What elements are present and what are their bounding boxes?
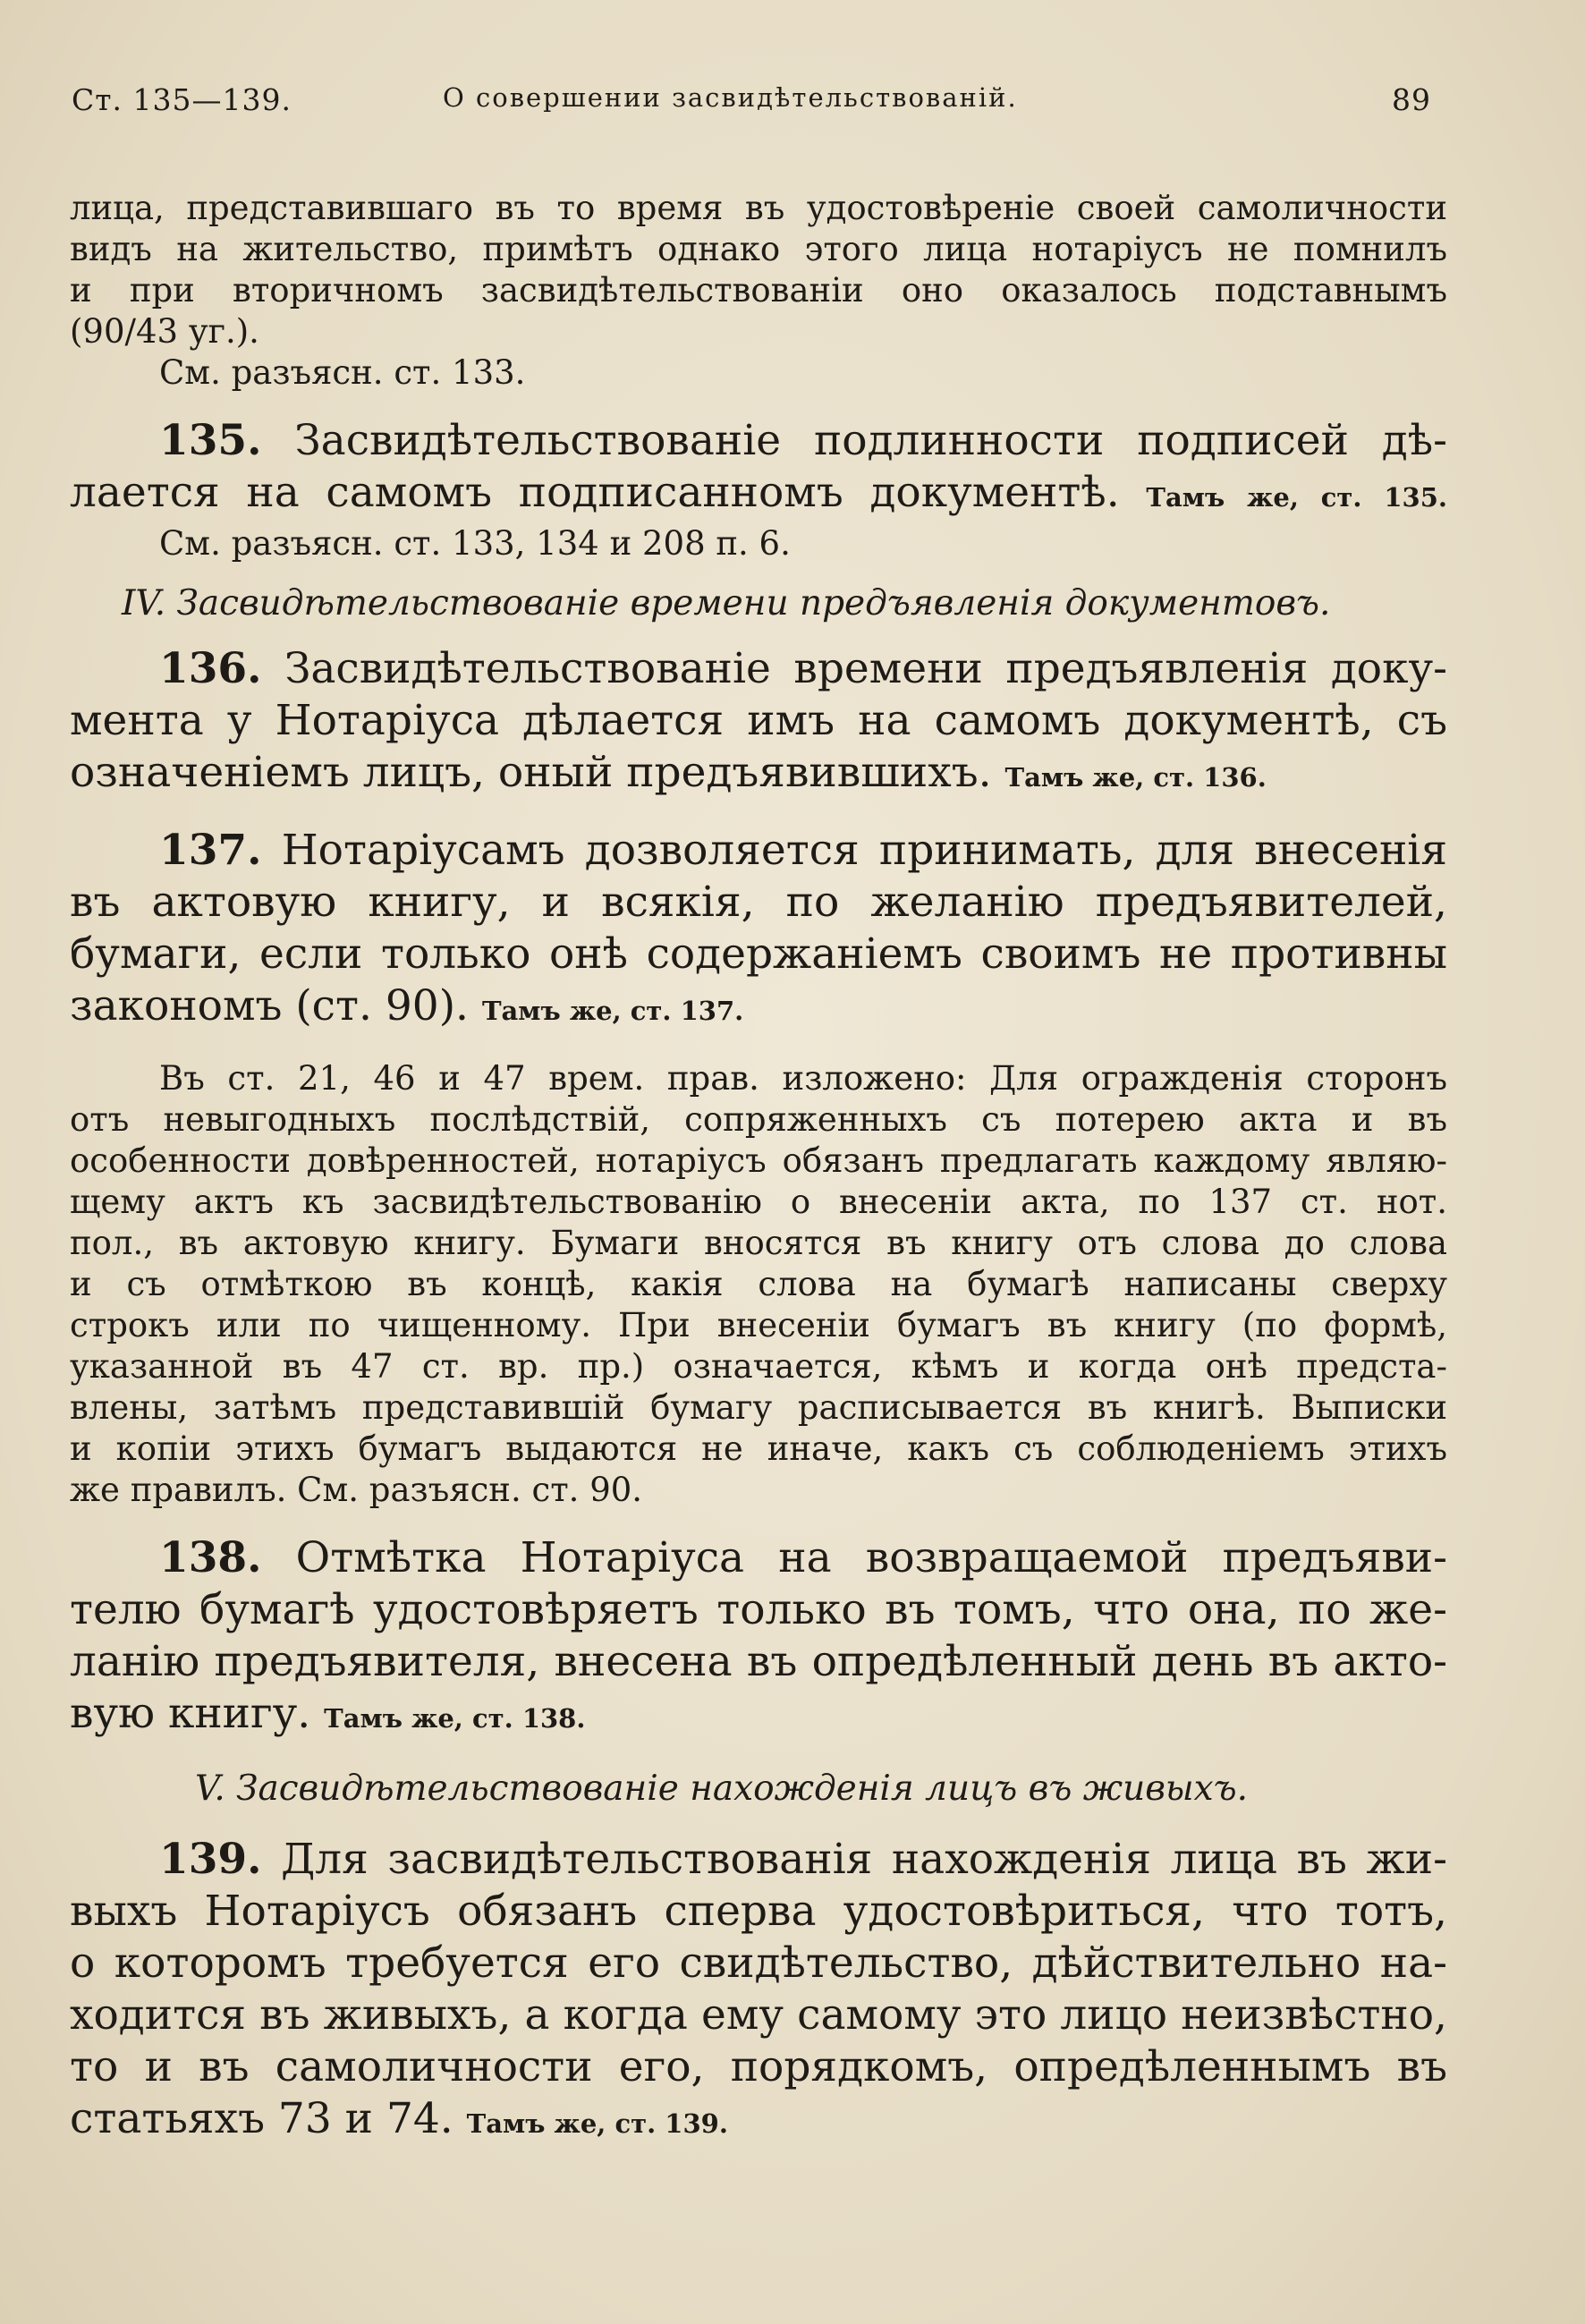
article-138 [70, 1532, 1447, 1744]
note-line: (90/43 уг.). [70, 312, 259, 351]
article-text: ланію предъявителя, внесена въ опредѣленный день въ акто- [70, 1637, 1447, 1686]
continued-note [70, 188, 1447, 394]
source-reference: Тамъ же, ст. 136. [1004, 762, 1267, 793]
article-136 [70, 643, 1447, 803]
note-line: влены, затѣмъ представившій бумагу расписывается въ книгѣ. Выписки [70, 1388, 1447, 1427]
article-text: въ актовую книгу, и всякія, по желанію предъявителей, [70, 878, 1447, 927]
note-line: же правилъ. См. разъясн. ст. 90. [70, 1471, 643, 1509]
explanatory-note [70, 1058, 1447, 1511]
see-reference: См. разъясн. ст. 133, 134 и 208 п. 6. [159, 524, 791, 563]
article-text: ходится въ живыхъ, а когда ему самому это лицо неизвѣстно, [70, 1990, 1447, 2040]
article-text: бумаги, если только онѣ содержаніемъ своимъ не противны [70, 929, 1447, 979]
note-line: и съ отмѣткою въ концѣ, какія слова на бумагѣ написаны сверху [70, 1265, 1447, 1303]
article-text: Отмѣтка Нотаріуса на возвращаемой предъяви- [295, 1533, 1447, 1582]
note-line: строкъ или по чищенному. При внесеніи бумагъ въ книгу (по формѣ, [70, 1306, 1447, 1344]
article-text: Засвидѣтельствованіе времени предъявленія доку- [284, 644, 1447, 693]
article-text: Засвидѣтельствованіе подлинности подписей дѣ- [294, 416, 1447, 465]
header-title: О совершении засвидѣтельствованій. [443, 82, 1018, 113]
article-137 [70, 825, 1447, 1037]
article-139 [70, 1834, 1447, 2150]
article-text: мента у Нотаріуса дѣлается имъ на самомъ документѣ, съ [70, 696, 1447, 745]
article-text: Нотаріусамъ дозволяется принимать, для внесенія [281, 826, 1447, 875]
article-135 [70, 415, 1447, 564]
see-reference: См. разъясн. ст. 133. [159, 353, 526, 392]
note-line: видъ на жительство, примѣтъ однако этого лица нотаріусъ не помнилъ [70, 230, 1447, 268]
source-reference: Тамъ же, ст. 137. [481, 996, 744, 1026]
article-number: 136. [159, 644, 262, 693]
article-text: то и въ самоличности его, порядкомъ, опредѣленнымъ въ [70, 2042, 1447, 2091]
note-line: Въ ст. 21, 46 и 47 врем. прав. изложено: Для огражденія сторонъ [159, 1059, 1447, 1098]
section-heading-v: V. Засвидѣтельствованіе нахожденія лицъ въ живыхъ. [195, 1768, 1249, 1809]
note-line: и копіи этихъ бумагъ выдаются не иначе, какъ съ соблюденіемъ этихъ [70, 1429, 1447, 1468]
article-text: закономъ (ст. 90). [70, 981, 469, 1031]
article-text: лается на самомъ подписанномъ документѣ. [70, 468, 1120, 517]
note-line: лица, представившаго въ то время въ удостовѣреніе своей самоличности [70, 189, 1447, 227]
article-text: телю бумагѣ удостовѣряетъ только въ томъ, что она, по же- [70, 1585, 1447, 1634]
note-line: и при вторичномъ засвидѣтельствованіи оно оказалось подставнымъ [70, 271, 1447, 310]
article-text: вую книгу. [70, 1689, 311, 1738]
article-text: выхъ Нотаріусъ обязанъ сперва удостовѣриться, что тотъ, [70, 1887, 1447, 1936]
article-text: означеніемъ лицъ, оный предъявившихъ. [70, 748, 992, 797]
note-line: пол., въ актовую книгу. Бумаги вносятся въ книгу отъ слова до слова [70, 1224, 1447, 1262]
header-article-range: Ст. 135—139. [72, 82, 292, 117]
source-reference: Тамъ же, ст. 138. [324, 1703, 586, 1734]
source-reference: Тамъ же, ст. 139. [466, 2108, 728, 2139]
article-number: 139. [159, 1835, 262, 1884]
article-text: Для засвидѣтельствованія нахожденія лица въ жи- [281, 1835, 1447, 1884]
running-header [72, 82, 1431, 127]
section-heading-iv: IV. Засвидѣтельствованіе времени предъявленія документовъ. [122, 583, 1331, 623]
source-reference: Тамъ же, ст. 135. [1146, 482, 1447, 513]
article-text: статьяхъ 73 и 74. [70, 2094, 453, 2143]
article-number: 135. [159, 416, 262, 465]
article-number: 138. [159, 1533, 262, 1582]
note-line: щему актъ къ засвидѣтельствованію о внесеніи акта, по 137 ст. нот. [70, 1183, 1447, 1221]
note-line: указанной въ 47 ст. вр. пр.) означается, кѣмъ и когда онѣ предста- [70, 1347, 1447, 1386]
note-line: особенности довѣренностей, нотаріусъ обязанъ предлагать каждому являю- [70, 1141, 1447, 1180]
page-body [70, 188, 1447, 2150]
article-number: 137. [159, 826, 262, 875]
article-text: о которомъ требуется его свидѣтельство, дѣйствительно на- [70, 1938, 1447, 1988]
note-line: отъ невыгодныхъ послѣдствій, сопряженныхъ съ потерею акта и въ [70, 1100, 1447, 1139]
page-number: 89 [1392, 82, 1431, 117]
